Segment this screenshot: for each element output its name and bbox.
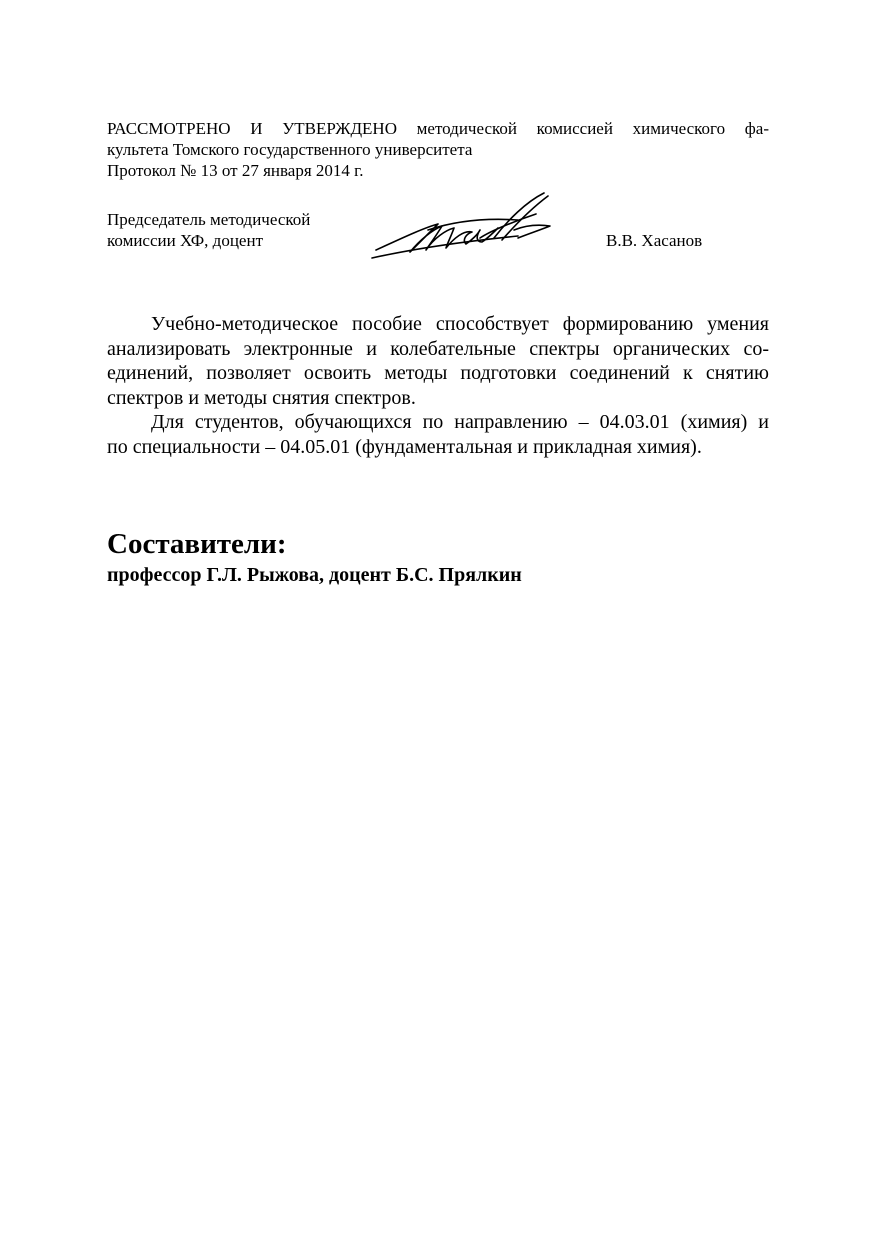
abstract-line: анализировать электронные и колебательные спектры органических со- — [107, 337, 769, 360]
abstract-line: спектров и методы снятия спектров. — [107, 386, 416, 409]
approval-block — [107, 118, 769, 181]
approval-line-1: РАССМОТРЕНО И УТВЕРЖДЕНО методической комиссией химического фа- — [107, 119, 769, 138]
chairman-title-line-1: Председатель методической — [107, 210, 311, 229]
authors-names: профессор Г.Л. Рыжова, доцент Б.С. Прялкин — [107, 564, 522, 586]
chairman-title-line-2: комиссии ХФ, доцент — [107, 231, 263, 250]
audience-line: Для студентов, обучающихся по направлению – 04.03.01 (химия) и — [151, 411, 769, 433]
abstract-block — [107, 312, 769, 459]
audience-line: по специальности – 04.05.01 (фундаментальная и прикладная химия). — [107, 435, 702, 458]
approval-line-2: культета Томского государственного университета — [107, 140, 473, 159]
chairman-name: В.В. Хасанов — [606, 231, 703, 250]
abstract-line: Учебно-методическое пособие способствует формированию умения — [151, 313, 769, 335]
abstract-line: единений, позволяет освоить методы подготовки соединений к снятию — [107, 362, 769, 384]
approval-line-3: Протокол № 13 от 27 января 2014 г. — [107, 161, 364, 180]
chairman-title — [107, 209, 310, 251]
authors-heading: Составители: — [107, 528, 287, 560]
handwritten-signature — [368, 190, 553, 262]
